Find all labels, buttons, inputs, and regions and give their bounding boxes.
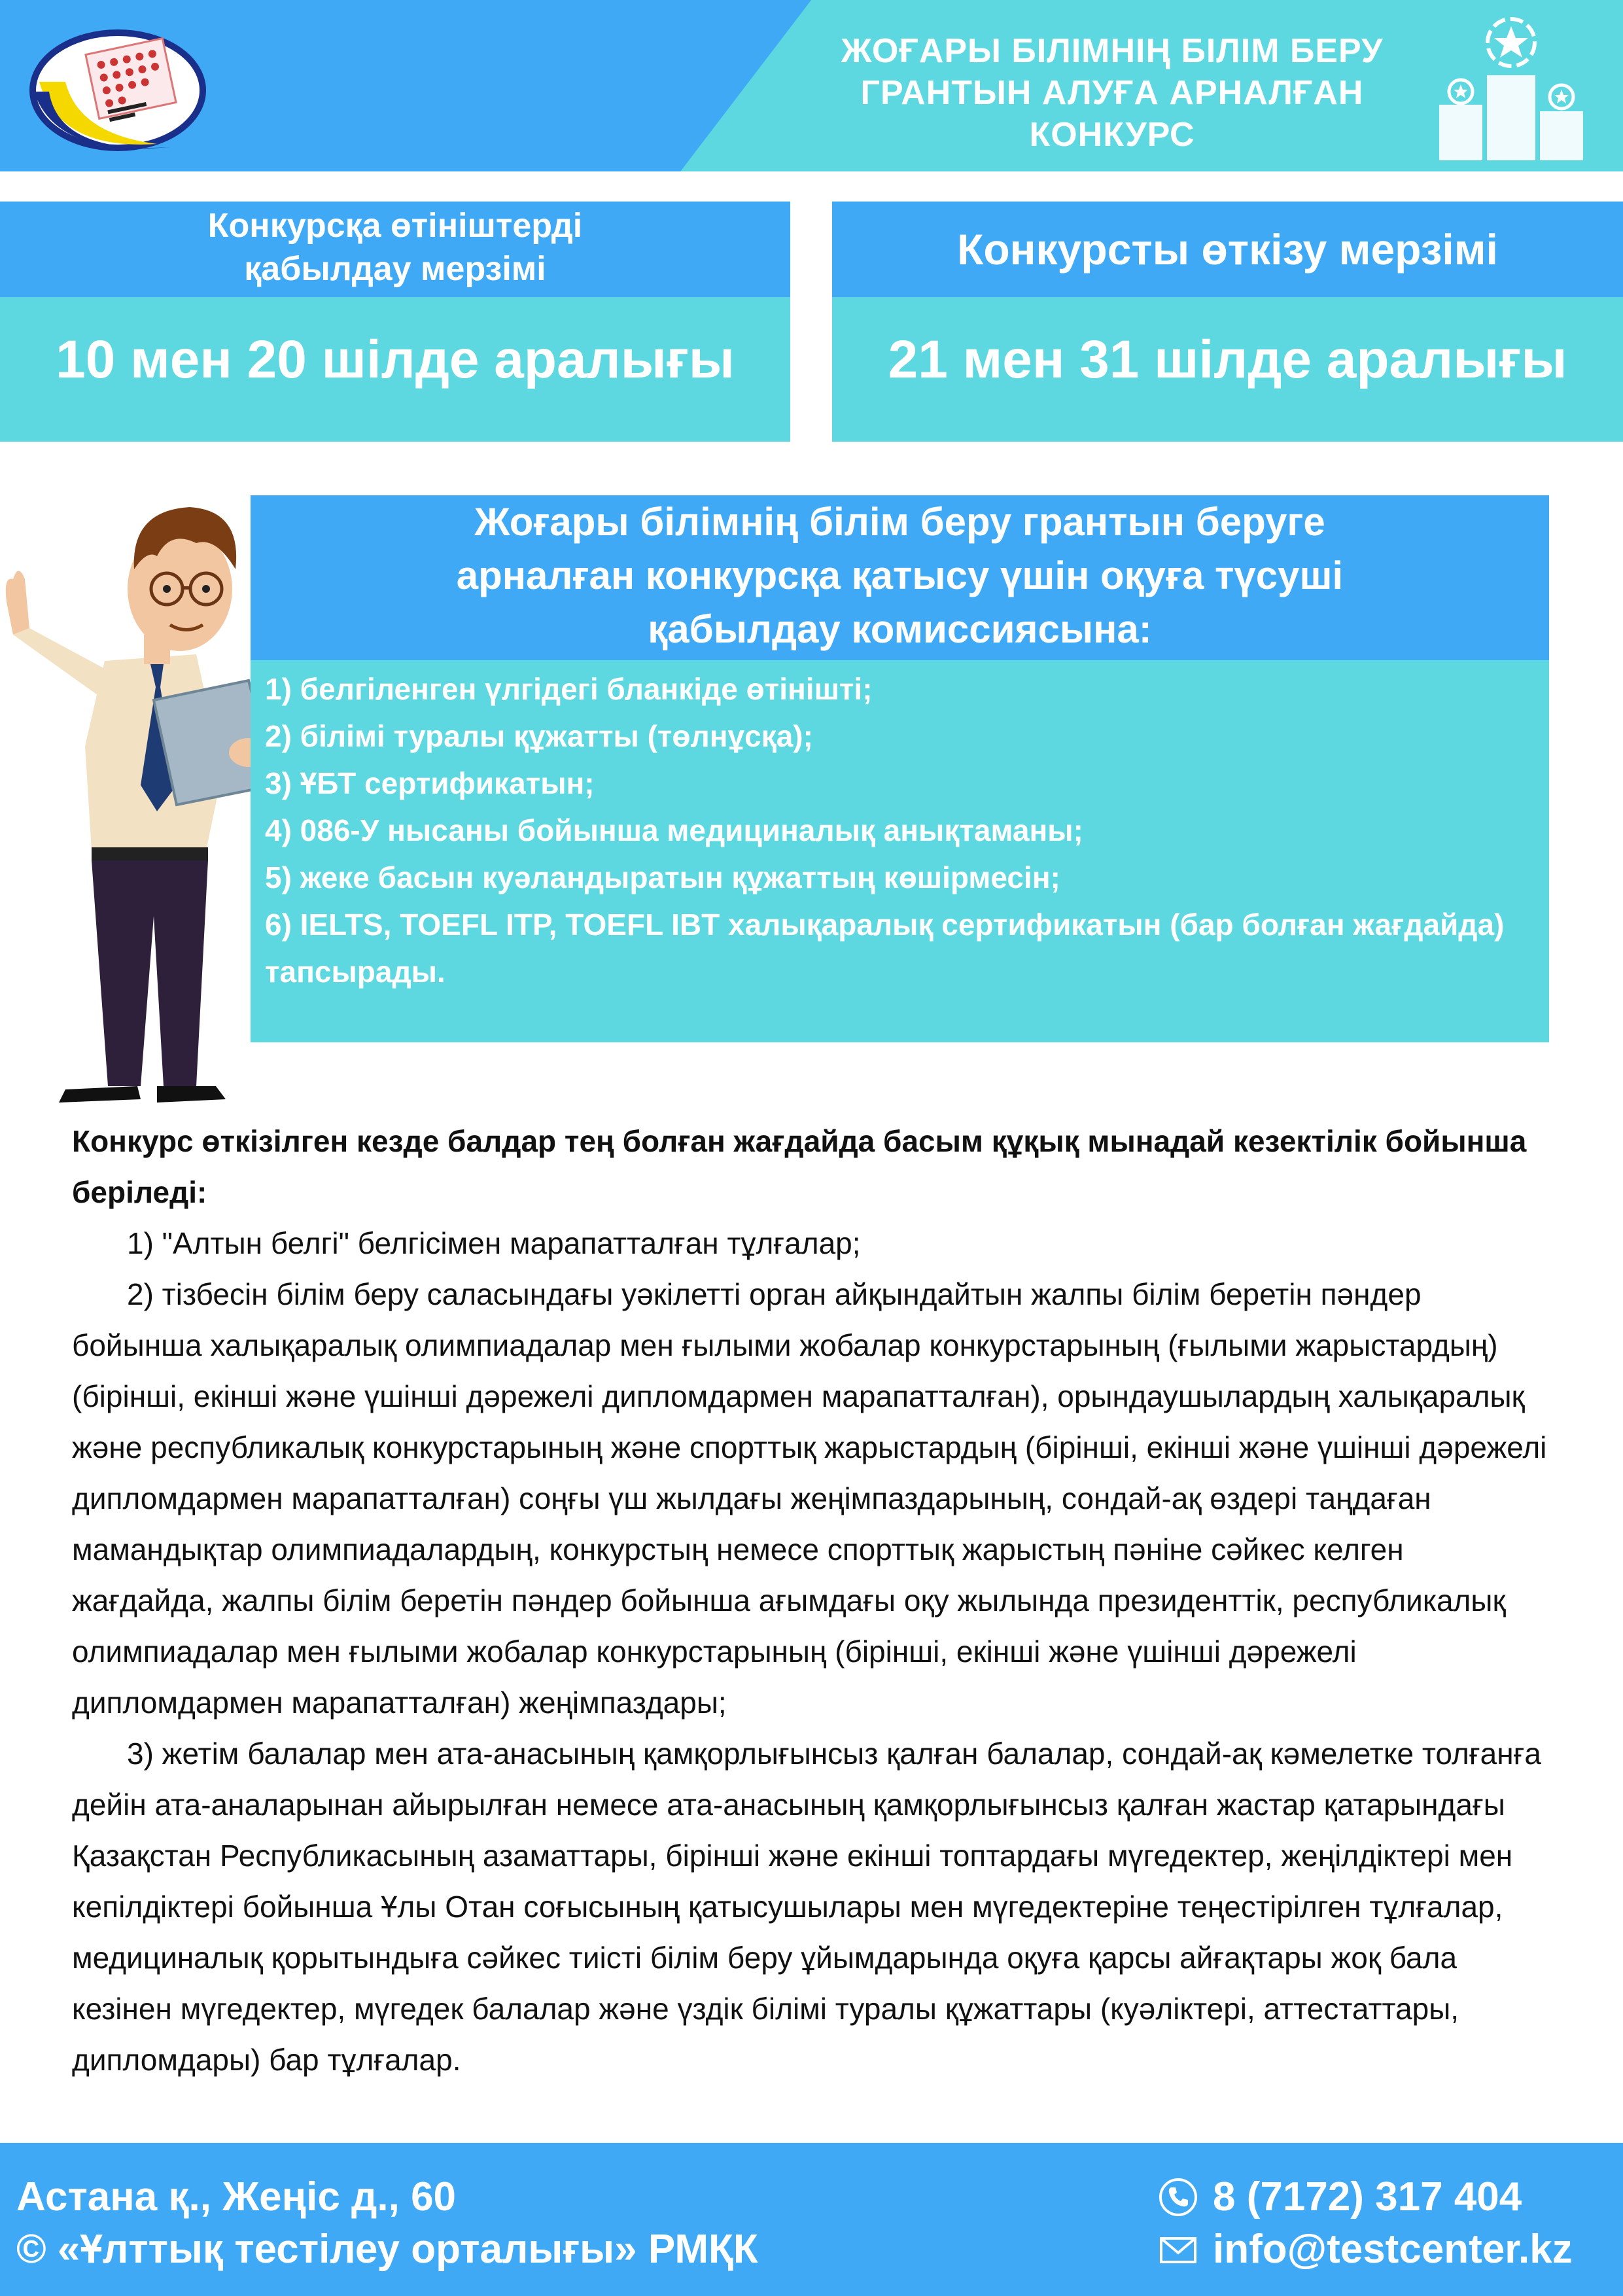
list-item: 3) ҰБТ сертификатын;	[265, 766, 595, 800]
footer-org: © «Ұлттық тестілеу орталығы» РМҚК	[16, 2227, 758, 2272]
list-item: 4) 086-У нысаны бойынша медициналық анықтаманы;	[265, 813, 1083, 847]
man-illustration	[0, 497, 281, 1119]
priority-intro: Конкурс өткізілген кезде балдар тең болған жағдайда басым құқық мынадай кезектілік бойынша беріледі:	[72, 1124, 1527, 1209]
application-period-label: Конкурсқа өтініштерді қабылдау мерзімі	[0, 202, 790, 297]
list-item: 5) жеке басын куәландыратын құжаттың көшірмесін;	[265, 860, 1060, 894]
documents-heading: Жоғары білімнің білім беру грантын беруге арналған конкурсқа қатысу үшін оқуға түсуші қабылдау комиссиясына:	[251, 495, 1549, 660]
header-title: ЖОҒАРЫ БІЛІМНІҢ БІЛІМ БЕРУ ГРАНТЫН АЛУҒА АРНАЛҒАН КОНКУРС	[841, 32, 1384, 154]
list-item: 2) білімі туралы құжатты (төлнұсқа);	[265, 719, 813, 753]
trophy-podium-icon	[1426, 7, 1596, 164]
documents-list	[265, 665, 1534, 995]
footer-address-block	[16, 2171, 758, 2276]
footer-contacts	[1158, 2171, 1573, 2276]
priority-section	[72, 1116, 1550, 2085]
envelope-icon	[1158, 2229, 1198, 2270]
logo	[20, 20, 216, 157]
footer-email[interactable]: info@testcenter.kz	[1213, 2227, 1573, 2272]
priority-item: 2) тізбесін білім беру саласындағы уәкілетті орган айқындайтын жалпы білім беретін пәндер бойынша халықаралық олимпиадалар мен ғылыми жобалар конкурстарының (ғылыми жарыстардың) (бірінші, екінші және үшінші дәрежелі дипломдармен марапатталған), орындаушылардың халықаралық және республикалық конкурстарының және спорттық жарыстардың (бірінші, екінші және үшінші дәрежелі дипломдармен марапатталған) соңғы үш жылдағы жеңімпаздарының, сондай-ақ өздері таңдаған мамандықтар олимпиадалардың, конкурстың немесе спорттық жарыстың пәніне сәйкес келген жағдайда, жалпы білім беретін пәндер бойынша ағымдағы оқу жылында президенттік, республикалық олимпиадалар мен ғылыми жобалар конкурстарының (бірінші, екінші және үшінші дәрежелі дипломдармен марапатталған) жеңімпаздары;	[72, 1277, 1547, 1720]
footer-phone[interactable]: 8 (7172) 317 404	[1213, 2174, 1522, 2219]
contest-period-value: 21 мен 31 шілде аралығы	[888, 330, 1567, 389]
priority-item: 3) жетім балалар мен ата-анасының қамқорлығынсыз қалған балалар, сондай-ақ кәмелетке толғанға дейін ата-аналарынан айырылған немесе ата-анасының қамқорлығынсыз қалған жастар қатарындағы Қазақстан Республикасының азаматтары, бірінші және екінші топтардағы мүгедектер, жеңілдіктері мен кепілдіктері бойынша Ұлы Отан соғысының қатысушылары мен мүгедектеріне теңестірілген тұлғалар, медициналық қорытындыға сәйкес тиісті білім беру ұйымдарында оқуға қарсы айғақтары жоқ бала кезінен мүгедектер, мүгедек балалар және үздік білімі туралы құжаттары (куәліктері, аттестаттары, дипломдары) бар тұлғалар.	[72, 1737, 1541, 2077]
footer-address: Астана қ., Жеңіс д., 60	[16, 2174, 457, 2219]
priority-item: 1) "Алтын белгі" белгісімен марапатталған тұлғалар;	[127, 1226, 861, 1260]
application-period-value: 10 мен 20 шілде аралығы	[56, 330, 735, 389]
list-item: 6) IELTS, TOEFL ITP, TOEFL IBT халықаралық сертификатын (бар болған жағдайда) тапсырады.	[265, 908, 1505, 989]
list-item: 1) белгіленген үлгідегі бланкіде өтінішті;	[265, 672, 873, 706]
contest-period-label: Конкурсты өткізу мерзімі	[832, 202, 1623, 297]
phone-icon	[1158, 2177, 1198, 2217]
